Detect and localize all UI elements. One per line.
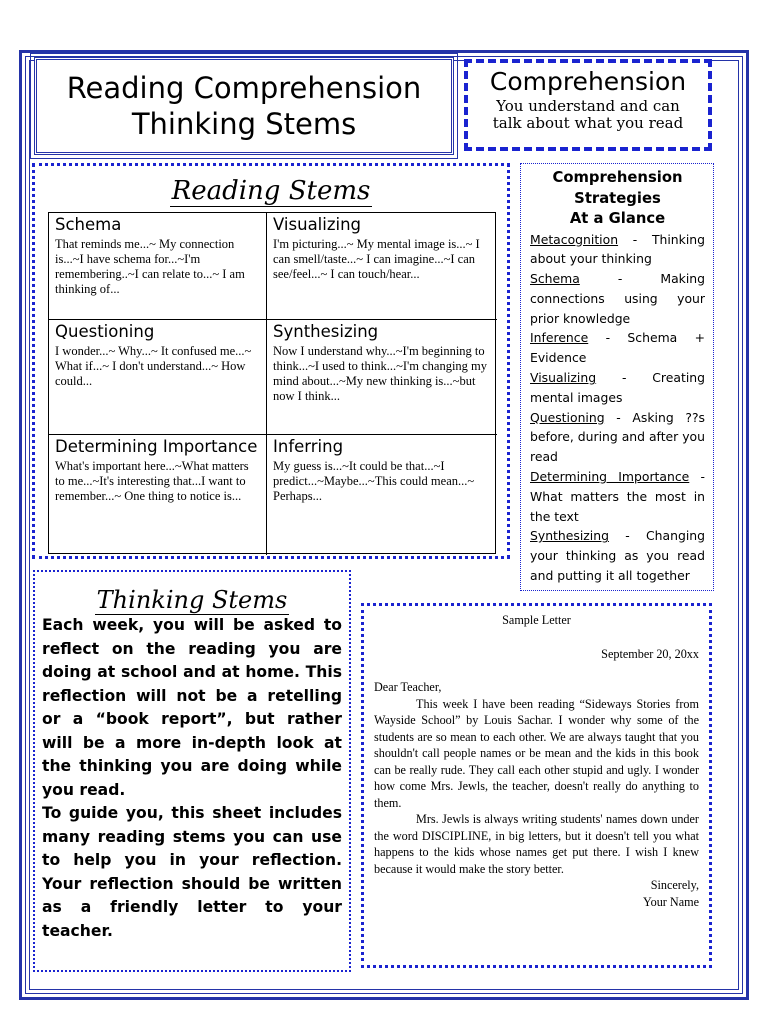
strategies-title-line-1: Comprehension: [552, 169, 683, 186]
stem-heading: Questioning: [55, 322, 155, 341]
stem-text: I wonder...~ Why...~ It confused me...~ What if...~ I don't understand...~ How could...: [55, 344, 252, 388]
strategy-desc: - Asking ??s before, during and after you read: [530, 409, 705, 465]
stem-heading: Schema: [55, 215, 122, 234]
page-title-line-2: Thinking Stems: [131, 107, 357, 141]
comprehension-definition-line-2: talk about what you read: [492, 114, 684, 132]
comprehension-box: [464, 59, 712, 151]
strategies-title-line-2: Strategies: [574, 189, 661, 207]
stem-cell-visualizing: [267, 213, 497, 320]
thinking-stems-paragraph-1: Each week, you will be asked to reflect on the reading you are doing at school and at home. This reflection will not be a retelling or a “book report”, but rather will be a more in-depth look at the thinking you are doing while you read.: [42, 616, 342, 799]
strategies-title: [530, 168, 705, 230]
strategy-item: [530, 328, 705, 368]
letter-closing: Sincerely,: [650, 878, 699, 892]
stem-heading: Visualizing: [273, 215, 362, 234]
stem-cell-synthesizing: [267, 320, 497, 435]
stem-text: That reminds me...~ My connection is...~I have schema for...~I'm remembering..~I can relate to...~ I am thinking of...: [55, 237, 245, 296]
letter-heading: Sample Letter: [502, 613, 571, 627]
strategy-item: [530, 467, 705, 526]
stem-cell-questioning: [49, 320, 267, 435]
strategy-desc: - Changing your thinking as you read and putting it all together: [530, 528, 705, 584]
thinking-stems-box: [33, 570, 351, 972]
stem-heading: Determining Importance: [55, 437, 258, 456]
strategy-item: [530, 526, 705, 585]
stem-text: Now I understand why...~I'm beginning to think...~I used to think...~I'm changing my mind about...~My new thinking is...~but now I think...: [273, 344, 488, 403]
strategy-term: Synthesizing: [530, 528, 609, 544]
sample-letter-box: [361, 603, 712, 968]
comprehension-title: Comprehension: [489, 67, 687, 96]
stem-cell-determining-importance: [49, 435, 267, 555]
strategy-term: Inference: [530, 330, 589, 346]
stem-cell-schema: [49, 213, 267, 320]
comprehension-definition-line-1: You understand and can: [496, 97, 680, 115]
letter-paragraph-1: This week I have been reading “Sideways Stories from Wayside School” by Louis Sachar. I wonder why some of the students are so mean to each other. We are always taught that you shouldn't call people names or be mean and the kids in this book can be really rude. They call each other stupid and ugly. I wonder how come Mrs. Jewls, the teacher, doesn't really do anything to them.: [374, 696, 699, 810]
strategies-title-line-3: At a Glance: [569, 210, 666, 227]
letter-date: September 20, 20xx: [601, 646, 699, 661]
thinking-stems-title-text: Thinking Stems: [96, 586, 288, 614]
stem-heading: Synthesizing: [273, 322, 379, 341]
strategy-term: Questioning: [530, 409, 605, 425]
strategy-term: Visualizing: [530, 370, 597, 386]
stem-heading: Inferring: [273, 437, 344, 456]
letter-signature: Your Name: [643, 894, 699, 909]
reading-stems-table: [48, 212, 496, 554]
stem-text: What's important here...~What matters to me...~It's interesting that...I want to remember...~ One thing to notice is...: [55, 459, 249, 503]
strategy-item: [530, 230, 705, 270]
thinking-stems-title: [42, 586, 342, 614]
title-box: [34, 57, 454, 155]
stem-cell-inferring: [267, 435, 497, 555]
stem-text: My guess is...~It could be that...~I predict...~Maybe...~This could mean...~ Perhaps...: [273, 459, 475, 503]
stem-text: I'm picturing...~ My mental image is...~ I can smell/taste...~ I can imagine...~I can see/feel...~ I can touch/hear...: [273, 237, 480, 281]
strategies-box: [520, 163, 714, 591]
reading-stems-title-text: Reading Stems: [171, 176, 371, 206]
strategy-desc: - What matters the most in the text: [530, 469, 705, 524]
strategy-term: Metacognition: [530, 231, 619, 247]
strategy-term: Schema: [530, 271, 580, 287]
strategy-desc: - Schema + Evidence: [530, 330, 705, 366]
strategy-item: [530, 368, 705, 408]
strategy-desc: - Making connections using your prior knowledge: [530, 271, 705, 326]
strategy-desc: - Thinking about your thinking: [530, 231, 705, 267]
strategy-term: Determining Importance: [530, 469, 690, 485]
reading-stems-box: [32, 163, 510, 559]
letter-paragraph-2: Mrs. Jewls is always writing students' names down under the word DISCIPLINE, in big letters, but it doesn't tell you what happens to the kids whose names get put there. I wish I knew because it would make the story better.: [374, 812, 699, 876]
strategy-item: [530, 269, 705, 328]
thinking-stems-paragraph-2: To guide you, this sheet includes many reading stems you can use to help you in your reflection. Your reflection should be written as a friendly letter to your teacher.: [42, 804, 342, 940]
letter-salutation: Dear Teacher,: [374, 680, 442, 694]
reading-stems-title: [35, 176, 507, 206]
page-title-line-1: Reading Comprehension: [66, 71, 422, 105]
strategy-desc: - Creating mental images: [530, 370, 705, 405]
comprehension-definition: [468, 98, 708, 132]
strategy-item: [530, 408, 705, 467]
